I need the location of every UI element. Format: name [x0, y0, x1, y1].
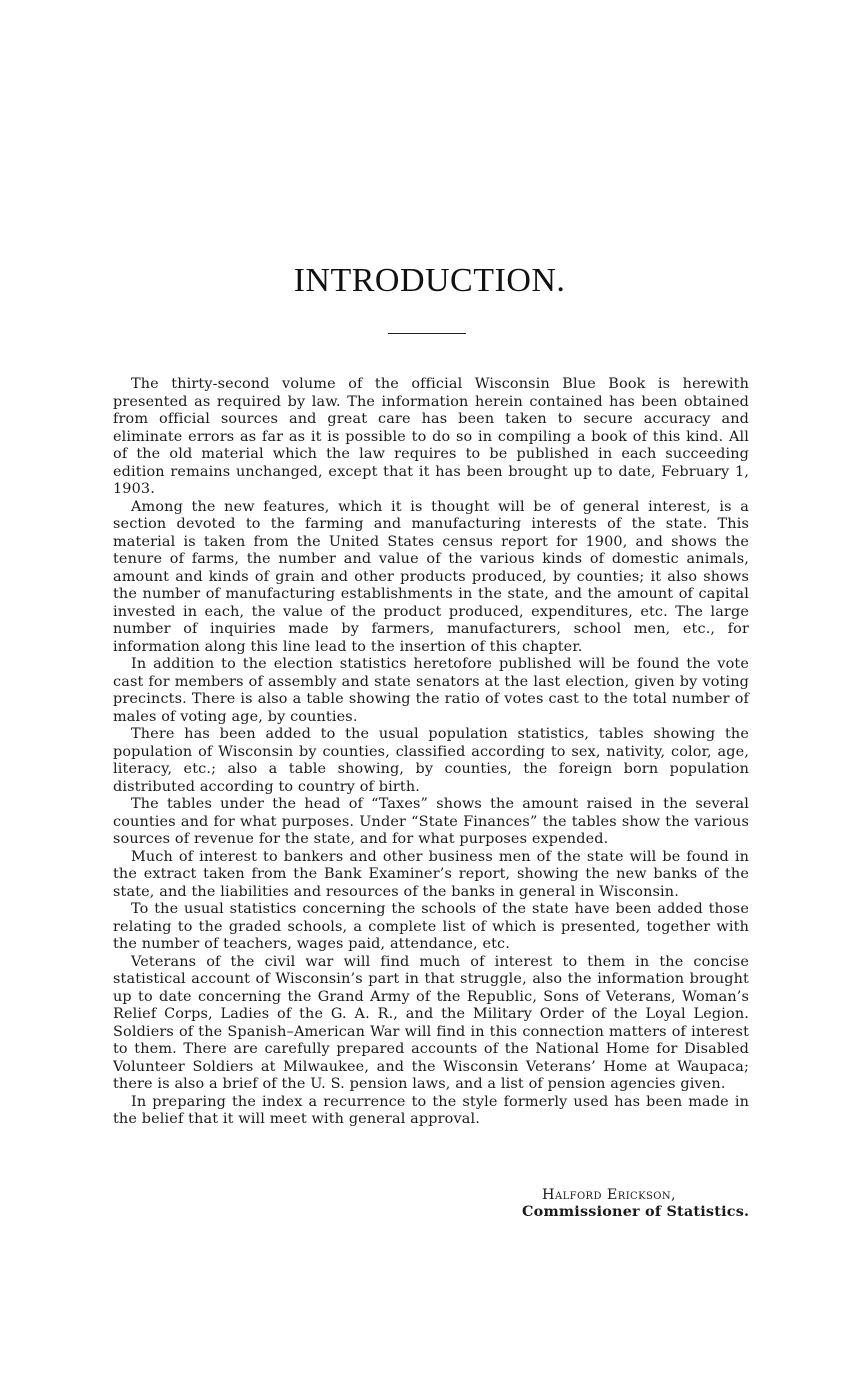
paragraph-7: To the usual statistics concerning the schools of the state have been added those relating to the graded schools, a complete list of which is presented, together with the number of teachers, wages paid, attendance, etc.: [113, 901, 749, 952]
paragraph-5: The tables under the head of “Taxes” shows the amount raised in the several counties and for what purposes. Under “State Finances” the tables show the various sources of revenue for the state, and for what purposes expended.: [113, 796, 749, 847]
paragraph-9: In preparing the index a recurrence to the style formerly used has been made in the belief that it will meet with general approval.: [113, 1093, 749, 1127]
paragraph-2: Among the new features, which it is thought will be of general interest, is a section devoted to the farming and manufacturing interests of the state. This material is taken from the United States census report for 1900, and shows the tenure of farms, the number and value of the various kinds of domestic animals, amount and kinds of grain and other products produced, by counties; it also shows the number of manufacturing establishments in the state, and the amount of capital invested in each, the value of the product produced, expenditures, etc. The large number of inquiries made by farmers, manufacturers, school men, etc., for information along this line lead to the insertion of this chapter.: [113, 498, 749, 655]
introduction-body: [113, 376, 749, 1129]
paragraph-3: In addition to the election statistics heretofore published will be found the vote cast for members of assembly and state senators at the last election, given by voting precincts. There is also a table showing the ratio of votes cast to the total number of males of voting age, by counties.: [113, 656, 749, 725]
title-divider: [388, 333, 466, 334]
signature-name: Halford Erickson,: [542, 1187, 676, 1203]
page-title: INTRODUCTION.: [293, 262, 566, 299]
paragraph-1: The thirty-second volume of the official Wisconsin Blue Book is herewith presented as required by law. The information herein contained has been obtained from official sources and great care has been taken to secure accuracy and eliminate errors as far as it is possible to do so in compiling a book of this kind. All of the old material which the law requires to be published in each succeeding edition remains unchanged, except that it has been brought up to date, February 1, 1903.: [113, 376, 749, 497]
paragraph-8: Veterans of the civil war will find much of interest to them in the concise statistical account of Wisconsin’s part in that struggle, also the information brought up to date concerning the Grand Army of the Republic, Sons of Veterans, Woman’s Relief Corps, Ladies of the G. A. R., and the Military Order of the Loyal Legion. Soldiers of the Spanish–American War will find in this connection matters of interest to them. There are carefully prepared accounts of the National Home for Disabled Volunteer Soldiers at Milwaukee, and the Wisconsin Veterans’ Home at Waupaca; there is also a brief of the U. S. pension laws, and a list of pension agencies given.: [113, 953, 749, 1092]
paragraph-6: Much of interest to bankers and other business men of the state will be found in the extract taken from the Bank Examiner’s report, showing the new banks of the state, and the liabilities and resources of the banks in general in Wisconsin.: [113, 848, 749, 900]
paragraph-4: There has been added to the usual population statistics, tables showing the population of Wisconsin by counties, classified according to sex, nativity, color, age, literacy, etc.; also a table showing, by counties, the foreign born population distributed according to country of birth.: [113, 726, 749, 795]
signature-title: Commissioner of Statistics.: [522, 1203, 750, 1220]
